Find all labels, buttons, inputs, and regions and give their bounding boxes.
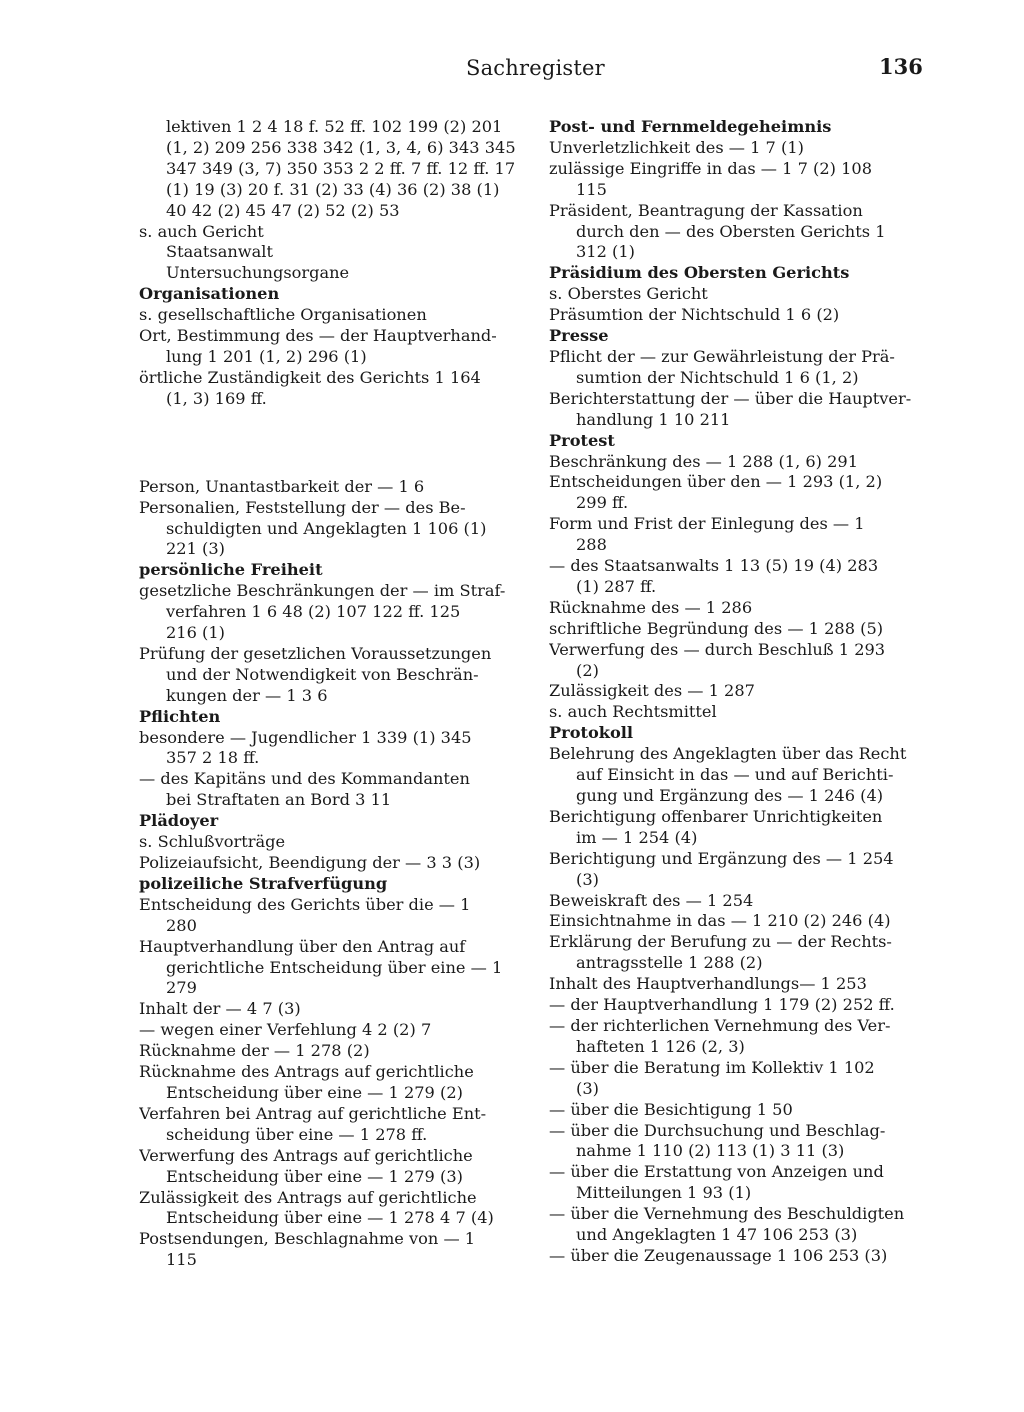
index-line: Berichtigung und Ergänzung des — 1 254 [549,848,894,868]
index-line: Beschränkung des — 1 288 (1, 6) 291 [549,451,859,471]
index-line: — des Kapitäns und des Kommandanten [139,769,470,789]
index-line: s. Oberstes Gericht [549,284,708,304]
index-line: Einsichtnahme in das — 1 210 (2) 246 (4) [549,911,891,931]
index-line: durch den — des Obersten Gerichts 1 [576,221,886,241]
index-line: lektiven 1 2 4 18 f. 52 ff. 102 199 (2) 201 [166,117,503,136]
index-column-right [549,117,934,1267]
index-line: Person, Unantastbarkeit der — 1 6 [139,476,425,496]
index-line: sumtion der Nichtschuld 1 6 (1, 2) [576,367,859,387]
index-line: Postsendungen, Beschlagnahme von — 1 [139,1229,476,1249]
index-line: Untersuchungsorgane [166,263,350,283]
index-line: 299 ff. [576,493,629,513]
index-line: Berichtigung offenbarer Unrichtigkeiten [549,806,883,826]
index-line: s. auch Gericht [139,221,264,241]
index-line: — über die Durchsuchung und Beschlag- [549,1120,886,1140]
index-line: lung 1 201 (1, 2) 296 (1) [166,346,367,366]
index-line: Präsumtion der Nichtschuld 1 6 (2) [549,305,840,325]
index-line: auf Einsicht in das — und auf Berichti- [576,765,894,785]
index-line: und Angeklagten 1 47 106 253 (3) [576,1225,858,1245]
index-line: 347 349 (3, 7) 350 353 2 2 ff. 7 ff. 12 ff. 17 [166,158,516,178]
index-line: — der richterlichen Vernehmung des Ver- [549,1015,891,1035]
index-line: Mitteilungen 1 93 (1) [576,1183,752,1203]
index-line: 216 (1) [166,623,225,643]
index-line: im — 1 254 (4) [576,827,698,847]
index-line: Prüfung der gesetzlichen Voraussetzungen [139,643,492,663]
index-line: 115 [576,179,607,199]
index-line: örtliche Zuständigkeit des Gerichts 1 164 [139,367,481,387]
index-line: zulässige Eingriffe in das — 1 7 (2) 108 [549,158,872,178]
index-line: scheidung über eine — 1 278 ff. [166,1124,428,1144]
index-line: schuldigten und Angeklagten 1 106 (1) [166,518,487,538]
index-heading: Pflichten [139,706,221,726]
index-line: Rücknahme des Antrags auf gerichtliche [139,1062,474,1082]
index-line: s. Schlußvorträge [139,832,286,852]
index-heading: persönliche Freiheit [139,560,323,580]
index-line: (2) [576,660,599,680]
index-line: Personalien, Feststellung der — des Be- [139,497,466,517]
letter-section-gap [139,410,519,477]
index-line: s. gesellschaftliche Organisationen [139,305,427,325]
index-line: Entscheidung über eine — 1 278 4 7 (4) [166,1208,494,1228]
index-line: verfahren 1 6 48 (2) 107 122 ff. 125 [166,602,461,622]
index-line: (1) 19 (3) 20 f. 31 (2) 33 (4) 36 (2) 38 (1) [166,179,500,199]
index-line: Präsident, Beantragung der Kassation [549,200,863,220]
index-line: nahme 1 110 (2) 113 (1) 3 11 (3) [576,1141,845,1161]
index-line: Ort, Bestimmung des — der Hauptverhand- [139,326,497,346]
index-line: Beweiskraft des — 1 254 [549,890,754,910]
index-heading: Protokoll [549,723,634,743]
index-line: (1, 3) 169 ff. [166,388,267,408]
index-heading: polizeiliche Strafverfügung [139,873,388,893]
index-line: 115 [166,1250,197,1270]
index-line: Erklärung der Berufung zu — der Rechts- [549,932,892,952]
index-line: Staatsanwalt [166,242,273,262]
index-line: — über die Vernehmung des Beschuldigten [549,1204,905,1224]
index-line: — der Hauptverhandlung 1 179 (2) 252 ff. [549,995,895,1015]
page-number: 136 [879,54,923,79]
index-column-left [139,117,519,1271]
index-line: schriftliche Begründung des — 1 288 (5) [549,618,884,638]
index-line: gung und Ergänzung des — 1 246 (4) [576,786,884,805]
index-line: besondere — Jugendlicher 1 339 (1) 345 [139,727,472,747]
index-line: 221 (3) [166,539,225,559]
index-line: 279 [166,978,197,998]
index-heading: Presse [549,326,609,346]
index-line: Rücknahme des — 1 286 [549,597,753,617]
index-line: (3) [576,869,599,889]
index-line: 312 (1) [576,242,635,262]
index-heading: Protest [549,430,615,450]
index-line: und der Notwendigkeit von Beschrän- [166,664,479,684]
index-heading: Präsidium des Obersten Gerichts [549,263,850,283]
index-line: Pflicht der — zur Gewährleistung der Prä- [549,346,895,366]
index-line: Berichterstattung der — über die Hauptver- [549,388,912,408]
index-line: — des Staatsanwalts 1 13 (5) 19 (4) 283 [549,556,879,576]
index-line: — über die Beratung im Kollektiv 1 102 [549,1057,875,1077]
index-line: (1) 287 ff. [576,576,657,596]
index-heading: Plädoyer [139,811,219,831]
index-line: Hauptverhandlung über den Antrag auf [139,936,466,956]
index-line: Zulässigkeit des — 1 287 [549,681,755,701]
index-heading: Organisationen [139,284,280,304]
index-line: Unverletzlichkeit des — 1 7 (1) [549,137,804,157]
index-line: Entscheidung über eine — 1 279 (2) [166,1082,463,1102]
index-line: Entscheidungen über den — 1 293 (1, 2) [549,472,883,492]
index-line: 280 [166,915,197,935]
index-line: gesetzliche Beschränkungen der — im Straf- [139,581,506,601]
index-line: Form und Frist der Einlegung des — 1 [549,514,865,534]
index-line: s. auch Rechtsmittel [549,702,717,722]
running-header: Sachregister [466,56,605,80]
index-line: gerichtliche Entscheidung über eine — 1 [166,957,503,977]
index-line: Entscheidung über eine — 1 279 (3) [166,1166,463,1186]
index-line: Inhalt des Hauptverhandlungs— 1 253 [549,974,867,994]
index-line: 357 2 18 ff. [166,748,260,768]
index-line: Verwerfung des Antrags auf gerichtliche [139,1145,473,1165]
index-line: Verwerfung des — durch Beschluß 1 293 [549,639,886,659]
index-line: Entscheidung des Gerichts über die — 1 [139,894,471,914]
index-line: bei Straftaten an Bord 3 11 [166,790,392,810]
index-line: Belehrung des Angeklagten über das Recht [549,744,907,764]
index-line: Polizeiaufsicht, Beendigung der — 3 3 (3) [139,853,481,872]
index-heading: Post- und Fernmeldegeheimnis [549,117,832,136]
index-line: handlung 1 10 211 [576,409,731,429]
index-line: (3) [576,1078,599,1098]
index-line: 40 42 (2) 45 47 (2) 52 (2) 53 [166,200,400,220]
index-line: antragsstelle 1 288 (2) [576,953,763,973]
index-line: Verfahren bei Antrag auf gerichtliche Ent- [139,1103,487,1123]
index-line: — über die Erstattung von Anzeigen und [549,1162,884,1182]
index-line: — über die Zeugenaussage 1 106 253 (3) [549,1245,888,1265]
index-line: Inhalt der — 4 7 (3) [139,999,301,1019]
index-line: Rücknahme der — 1 278 (2) [139,1041,370,1061]
index-line: — über die Besichtigung 1 50 [549,1099,793,1119]
index-line: Zulässigkeit des Antrags auf gerichtliche [139,1187,477,1207]
index-line: hafteten 1 126 (2, 3) [576,1036,745,1056]
index-line: — wegen einer Verfehlung 4 2 (2) 7 [139,1020,432,1040]
index-line: 288 [576,535,607,555]
index-line: (1, 2) 209 256 338 342 (1, 3, 4, 6) 343 345 [166,137,516,157]
index-line: kungen der — 1 3 6 [166,685,328,705]
